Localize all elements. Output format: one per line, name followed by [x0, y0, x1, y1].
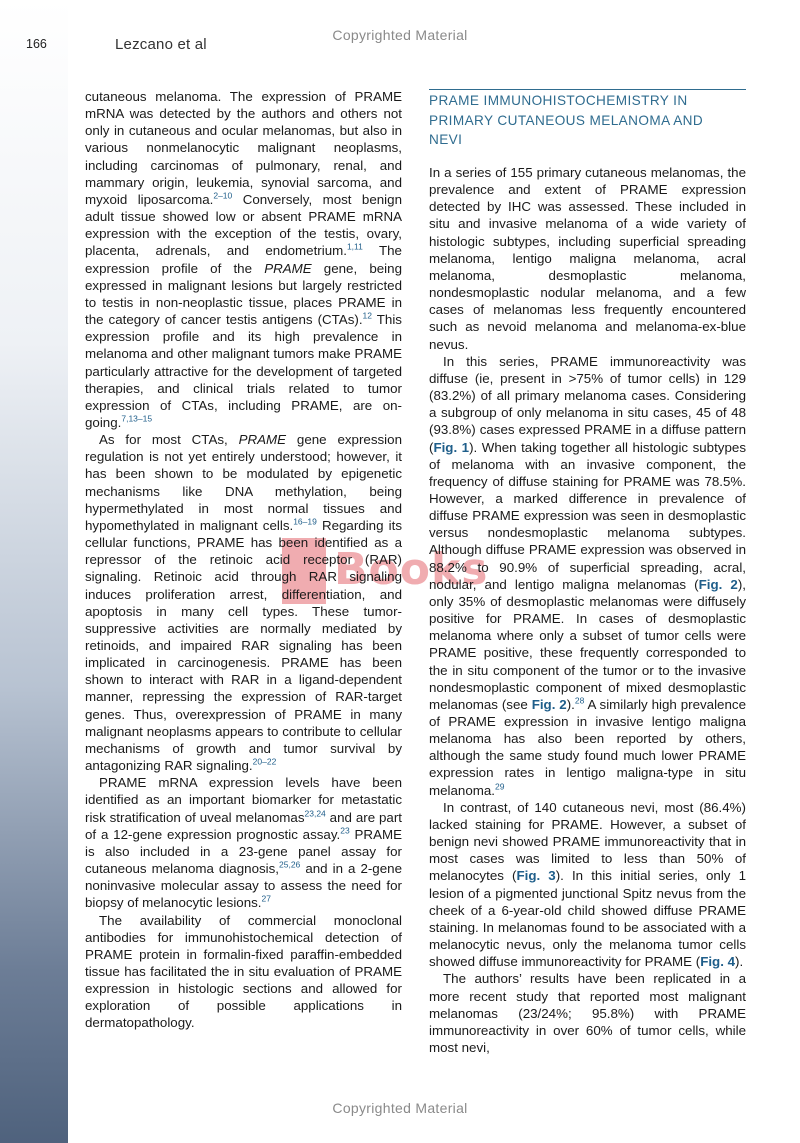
copyright-watermark-top: Copyrighted Material	[332, 27, 468, 43]
right-paragraph-2: In this series, PRAME immunoreactivity was diffuse (ie, present in >75% of tumor cells) in 129 (83.2%) of all primary melanoma cases. Considering a subgroup of only melanoma in situ cases, 45 of 48 (93.8%) cases expressed PRAME in a diffuse pattern (Fig. 1). When taking together all histologic subtypes of melanoma with an invasive component, the frequency of diffuse staining for PRAME was 78.5%. However, a marked difference in prevalence of diffuse PRAME expression was seen in desmoplastic versus nondesmoplastic melanoma subtypes. Although diffuse PRAME expression was observed in 88.2% to 90.9% of superficial spreading, acral, nodular, and lentigo maligna melanomas (Fig. 2), only 35% of desmoplastic melanomas were diffusely positive for PRAME. In cases of desmoplastic melanoma where only a subset of tumor cells were PRAME positive, these frequently corresponded to the in situ component of the tumor or to the invasive nondesmoplastic component of mixed desmoplastic melanomas (see Fig. 2).$^{28}$ A similarly high prevalence of PRAME expression in invasive lentigo maligna melanoma has also been reported by others, although the same study found much lower PRAME expression rates in lentigo maligna-type in situ melanoma.$^{29}$	[429, 353, 746, 798]
figure-link[interactable]: Fig. 2	[698, 576, 738, 592]
stamp-text: Books	[334, 544, 489, 595]
left-column	[85, 88, 402, 1032]
citation[interactable]: 23	[340, 825, 350, 836]
figure-link[interactable]: Fig. 4	[700, 954, 736, 970]
gene-name: PRAME	[264, 260, 312, 276]
citation[interactable]: 20–22	[252, 756, 277, 767]
citation[interactable]: 29	[495, 781, 505, 792]
citation[interactable]: 25,26	[279, 859, 301, 870]
right-paragraph-4: The authors’ results have been replicated in a more recent study that reported most malignant melanomas (23/24%; 95.8%) with PRAME immunoreactivity in over 60% of tumor cells, while most nevi,	[429, 971, 746, 1055]
figure-link[interactable]: Fig. 2	[531, 696, 567, 712]
section-divider	[429, 89, 746, 90]
gene-name: PRAME	[238, 432, 287, 448]
citation[interactable]: 27	[261, 893, 271, 904]
right-column	[429, 164, 746, 1056]
left-paragraph-2: As for most CTAs, PRAME gene expression regulation is not yet entirely understood; however, it has been shown to be modulated by epigenetic mechanisms like DNA methylation, being hypermethylated in most normal tissues and hypomethylated in malignant cells.$^{16-19}$ Regarding its cellular functions, PRAME has been identified as a repressor of the retinoic acid receptor (RAR) signaling. Retinoic acid through RAR signaling induces proliferation arrest, differentiation, and apoptosis in many cell types. These tumor-suppressive activities are normally mediated by retinoids, and impaired RAR signaling has been implicated in carcinogenesis. PRAME has been shown to interact with RAR in a ligand-dependent manner, repressing the expression of RAR-target genes. Thus, overexpression of PRAME in many malignant neoplasms appears to contribute to cellular mechanisms of growth and tumor survival by antagonizing RAR signaling.$^{20-22}$	[85, 432, 402, 774]
citation[interactable]: 16–19	[293, 516, 317, 527]
citation[interactable]: 12	[362, 310, 372, 321]
citation[interactable]: 28	[574, 695, 585, 706]
copyright-watermark-bottom: Copyrighted Material	[332, 1100, 468, 1116]
figure-link[interactable]: Fig. 1	[433, 439, 470, 455]
citation[interactable]: 2–10	[213, 190, 233, 201]
citation[interactable]: 7,13–15	[121, 413, 153, 424]
right-paragraph-3: In contrast, of 140 cutaneous nevi, most (86.4%) lacked staining for PRAME. However, a subset of benign nevi showed PRAME immunoreactivity that in most cases was limited to less than 50% of melanocytes (Fig. 3). In this initial series, only 1 lesion of a pigmented junctional Spitz nevus from the cheek of a 6-year-old child showed diffuse PRAME staining. In melanomas found to be associated with a melanocytic nevus, only the melanoma tumor cells showed diffuse immunoreactivity for PRAME (Fig. 4).	[429, 799, 746, 970]
citation[interactable]: 1,11	[346, 241, 363, 252]
left-paragraph-4: The availability of commercial monoclonal antibodies for immunohistochemical detection of PRAME protein in formalin-fixed paraffin-embedded tissue has facilitated the in situ evaluation of PRAME expression in histologic sections and allowed for exploration of possible applications in dermatopathology.	[85, 912, 402, 1031]
left-paragraph-3: PRAME mRNA expression levels have been identified as an important biomarker for metastatic risk stratification of uveal melanomas$^{23,24}$ and are part of a 12-gene expression prognostic assay.$^{23}$ PRAME is also included in a 23-gene panel assay for cutaneous melanoma diagnosis,$^{25,26}$ and in a 2-gene noninvasive molecular assay to assess the need for biopsy of melanocytic lesions.$^{27}$	[85, 775, 403, 911]
running-head: Lezcano et al	[115, 36, 207, 53]
figure-link[interactable]: Fig. 3	[516, 868, 556, 884]
left-paragraph-1: cutaneous melanoma. The expression of PRAME mRNA was detected by the authors and others not only in cutaneous and ocular melanomas, but also in various nonmelanocytic malignant neoplasms, including carcinomas of pulmonary, renal, and mammary origin, leukemia, synovial sarcoma, and myxoid liposarcoma.$^{2-10}$ Conversely, most benign adult tissue showed low or absent PRAME mRNA expression with the exception of the testis, ovary, placenta, adrenals, and endometrium.$^{1,11}$ The expression profile of the PRAME gene, being expressed in malignant lesions but largely restricted to testis in non-neoplastic tissue, places PRAME in the category of cancer testis antigens (CTAs).$^{12}$ This expression profile and its high prevalence in melanoma and other malignant tumors make PRAME particularly attractive for the development of targeted therapies, and clinical trials related to tumor expression of CTAs, including PRAME, are on-going.$^{7,13-15}$	[85, 89, 402, 430]
citation[interactable]: 23,24	[304, 808, 326, 819]
section-heading: PRAME IMMUNOHISTOCHEMISTRY IN PRIMARY CUTANEOUS MELANOMA AND NEVI	[429, 93, 704, 148]
right-paragraph-1: In a series of 155 primary cutaneous melanomas, the prevalence and extent of PRAME expression detected by IHC was assessed. These included in situ and invasive melanoma of a wide variety of histologic subtypes, including superficial spreading melanoma, lentigo maligna melanoma, acral melanoma, desmoplastic melanoma, nondesmoplastic nodular melanoma, and a few cases of melanomas less frequently encountered such as nevoid melanoma and melanoma-ex-blue nevus.	[429, 165, 746, 352]
page-number: 166	[26, 37, 47, 51]
page-edge-gradient	[0, 0, 68, 1143]
